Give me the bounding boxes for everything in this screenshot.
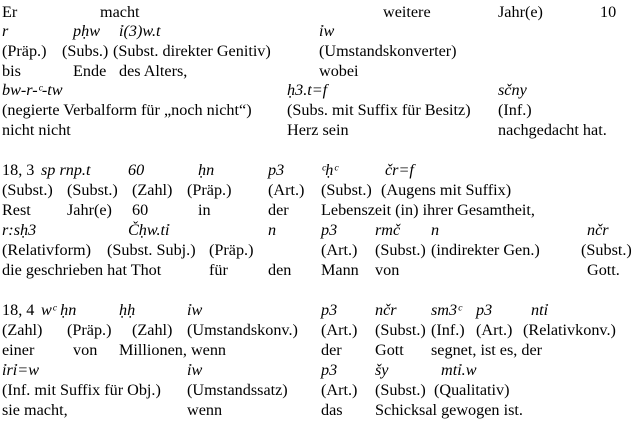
transliteration: sm3ᶜ	[431, 301, 462, 319]
transliteration: p3	[321, 301, 338, 319]
transliteration: p3	[476, 301, 493, 319]
gloss-text: Herz sein	[287, 121, 349, 139]
transliteration: n	[268, 221, 277, 239]
grammar-label: (Art.)	[268, 181, 305, 199]
transliteration: r	[2, 22, 9, 40]
transliteration: Čḥw.tỉ	[128, 221, 170, 239]
transliteration: pḥw	[73, 22, 100, 40]
grammar-label: (Subst. Subj.)	[107, 241, 196, 259]
transliteration: p3	[321, 361, 338, 379]
grammar-label: (Zahl)	[2, 321, 43, 339]
gloss-text: der	[268, 201, 289, 219]
gloss-text: Lebenszeit (in) ihrer Gesamtheit,	[321, 201, 535, 219]
gloss-text: in	[198, 201, 211, 219]
gloss-text: Schicksal gewogen ist.	[375, 401, 523, 419]
transliteration: p3	[321, 221, 338, 239]
gloss-text: wenn	[187, 401, 223, 419]
grammar-label: (Augens mit Suffix)	[381, 181, 512, 199]
transliteration: ḥ3.t=f	[287, 81, 328, 99]
gloss-text: Jahr(e)	[498, 3, 543, 21]
gloss-text: bis	[2, 62, 21, 80]
gloss-text: 10	[600, 3, 617, 21]
grammar-label: (Subst.)	[375, 321, 426, 339]
gloss-text: der	[321, 341, 342, 359]
gloss-text: weitere	[383, 3, 431, 21]
transliteration: ỉw	[187, 361, 203, 379]
transliteration: nčr	[587, 221, 609, 239]
grammar-label: (Qualitativ)	[434, 381, 510, 399]
grammar-label: (Zahl)	[132, 181, 173, 199]
gloss-text: Ende	[73, 62, 107, 80]
transliteration: ḥḥ	[119, 301, 136, 319]
grammar-label: (Subst.)	[2, 181, 53, 199]
grammar-label: (Relativkonv.)	[523, 321, 616, 339]
grammar-label: (Zahl)	[132, 321, 173, 339]
grammar-label: (Subst.)	[321, 181, 372, 199]
gloss-text: Rest	[2, 201, 31, 219]
transliteration: ḥn	[198, 161, 215, 179]
transliteration: r:sḥ3	[2, 221, 37, 239]
gloss-text: wobei	[319, 62, 359, 80]
grammar-label: (Relativform)	[2, 241, 91, 259]
transliteration: n	[431, 221, 440, 239]
grammar-label: (Subs.)	[62, 42, 109, 60]
grammar-label: (Inf.)	[498, 101, 532, 119]
transliteration: sčny	[498, 81, 527, 99]
transliteration: ntỉ	[531, 301, 549, 319]
grammar-label: (Inf.)	[431, 321, 465, 339]
gloss-text: Millionen, wenn	[119, 341, 227, 359]
gloss-text: Er	[2, 3, 18, 21]
grammar-label: (Präp.)	[187, 181, 232, 199]
gloss-text: segnet, ist es, der	[431, 341, 543, 359]
gloss-text: einer	[2, 341, 35, 359]
gloss-text: nachgedacht hat.	[498, 121, 607, 139]
gloss-text: die geschrieben hat Thot	[2, 261, 162, 279]
transliteration: ỉw	[319, 22, 335, 40]
gloss-text: von	[375, 261, 400, 279]
grammar-label: (Subst. direkter Genitiv)	[113, 42, 271, 60]
grammar-label: (Präp.)	[2, 42, 47, 60]
line-reference: 18, 4	[2, 301, 35, 319]
gloss-text: das	[321, 401, 343, 419]
grammar-label: (negierte Verbalform für „noch nicht“)	[2, 101, 252, 119]
grammar-label: (Umstandskonv.)	[187, 321, 298, 339]
grammar-label: (Präp.)	[67, 321, 112, 339]
grammar-label: (Umstandssatz)	[187, 381, 288, 399]
grammar-label: (Art.)	[321, 321, 358, 339]
grammar-label: (Subst.)	[67, 181, 118, 199]
grammar-label: (indirekter Gen.)	[431, 241, 540, 259]
grammar-label: (Art.)	[321, 241, 358, 259]
gloss-text: 60	[132, 201, 149, 219]
transliteration: 60	[128, 161, 145, 179]
gloss-text: für	[209, 261, 228, 279]
grammar-label: (Subst.)	[581, 241, 632, 259]
gloss-text: Gott.	[587, 261, 620, 279]
gloss-text: Gott	[375, 341, 404, 359]
grammar-label: (Art.)	[476, 321, 513, 339]
gloss-text: den	[268, 261, 292, 279]
grammar-label: (Subst.)	[375, 241, 426, 259]
gloss-text: sie macht,	[2, 401, 68, 419]
transliteration: ỉrỉ=w	[2, 361, 40, 379]
gloss-text: Mann	[321, 261, 359, 279]
gloss-text: von	[73, 341, 98, 359]
transliteration: čr=f	[385, 161, 414, 179]
line-reference: 18, 3	[2, 161, 35, 179]
transliteration: mtỉ.w	[441, 361, 477, 379]
gloss-text: des Alters,	[119, 62, 188, 80]
gloss-text: macht	[100, 3, 140, 21]
transliteration: ỉw	[187, 301, 203, 319]
gloss-text: nicht nicht	[2, 121, 71, 139]
transliteration: wᶜ ḥn	[41, 301, 77, 319]
transliteration: šy	[375, 361, 389, 379]
grammar-label: (Präp.)	[209, 241, 254, 259]
transliteration: ᶜḥᶜ	[321, 161, 338, 179]
transliteration: p3	[268, 161, 285, 179]
transliteration: sp rnp.t	[41, 161, 91, 179]
grammar-label: (Subst.)	[375, 381, 426, 399]
transliteration: ỉ(3)w.t	[119, 22, 161, 40]
grammar-label: (Art.)	[321, 381, 358, 399]
transliteration: bw-r-ᶜ-tw	[2, 81, 63, 99]
gloss-text: Jahr(e)	[67, 201, 112, 219]
transliteration: nčr	[375, 301, 397, 319]
grammar-label: (Inf. mit Suffix für Obj.)	[2, 381, 161, 399]
grammar-label: (Subs. mit Suffix für Besitz)	[287, 101, 471, 119]
grammar-label: (Umstandskonverter)	[319, 42, 457, 60]
transliteration: rmč	[375, 221, 401, 239]
